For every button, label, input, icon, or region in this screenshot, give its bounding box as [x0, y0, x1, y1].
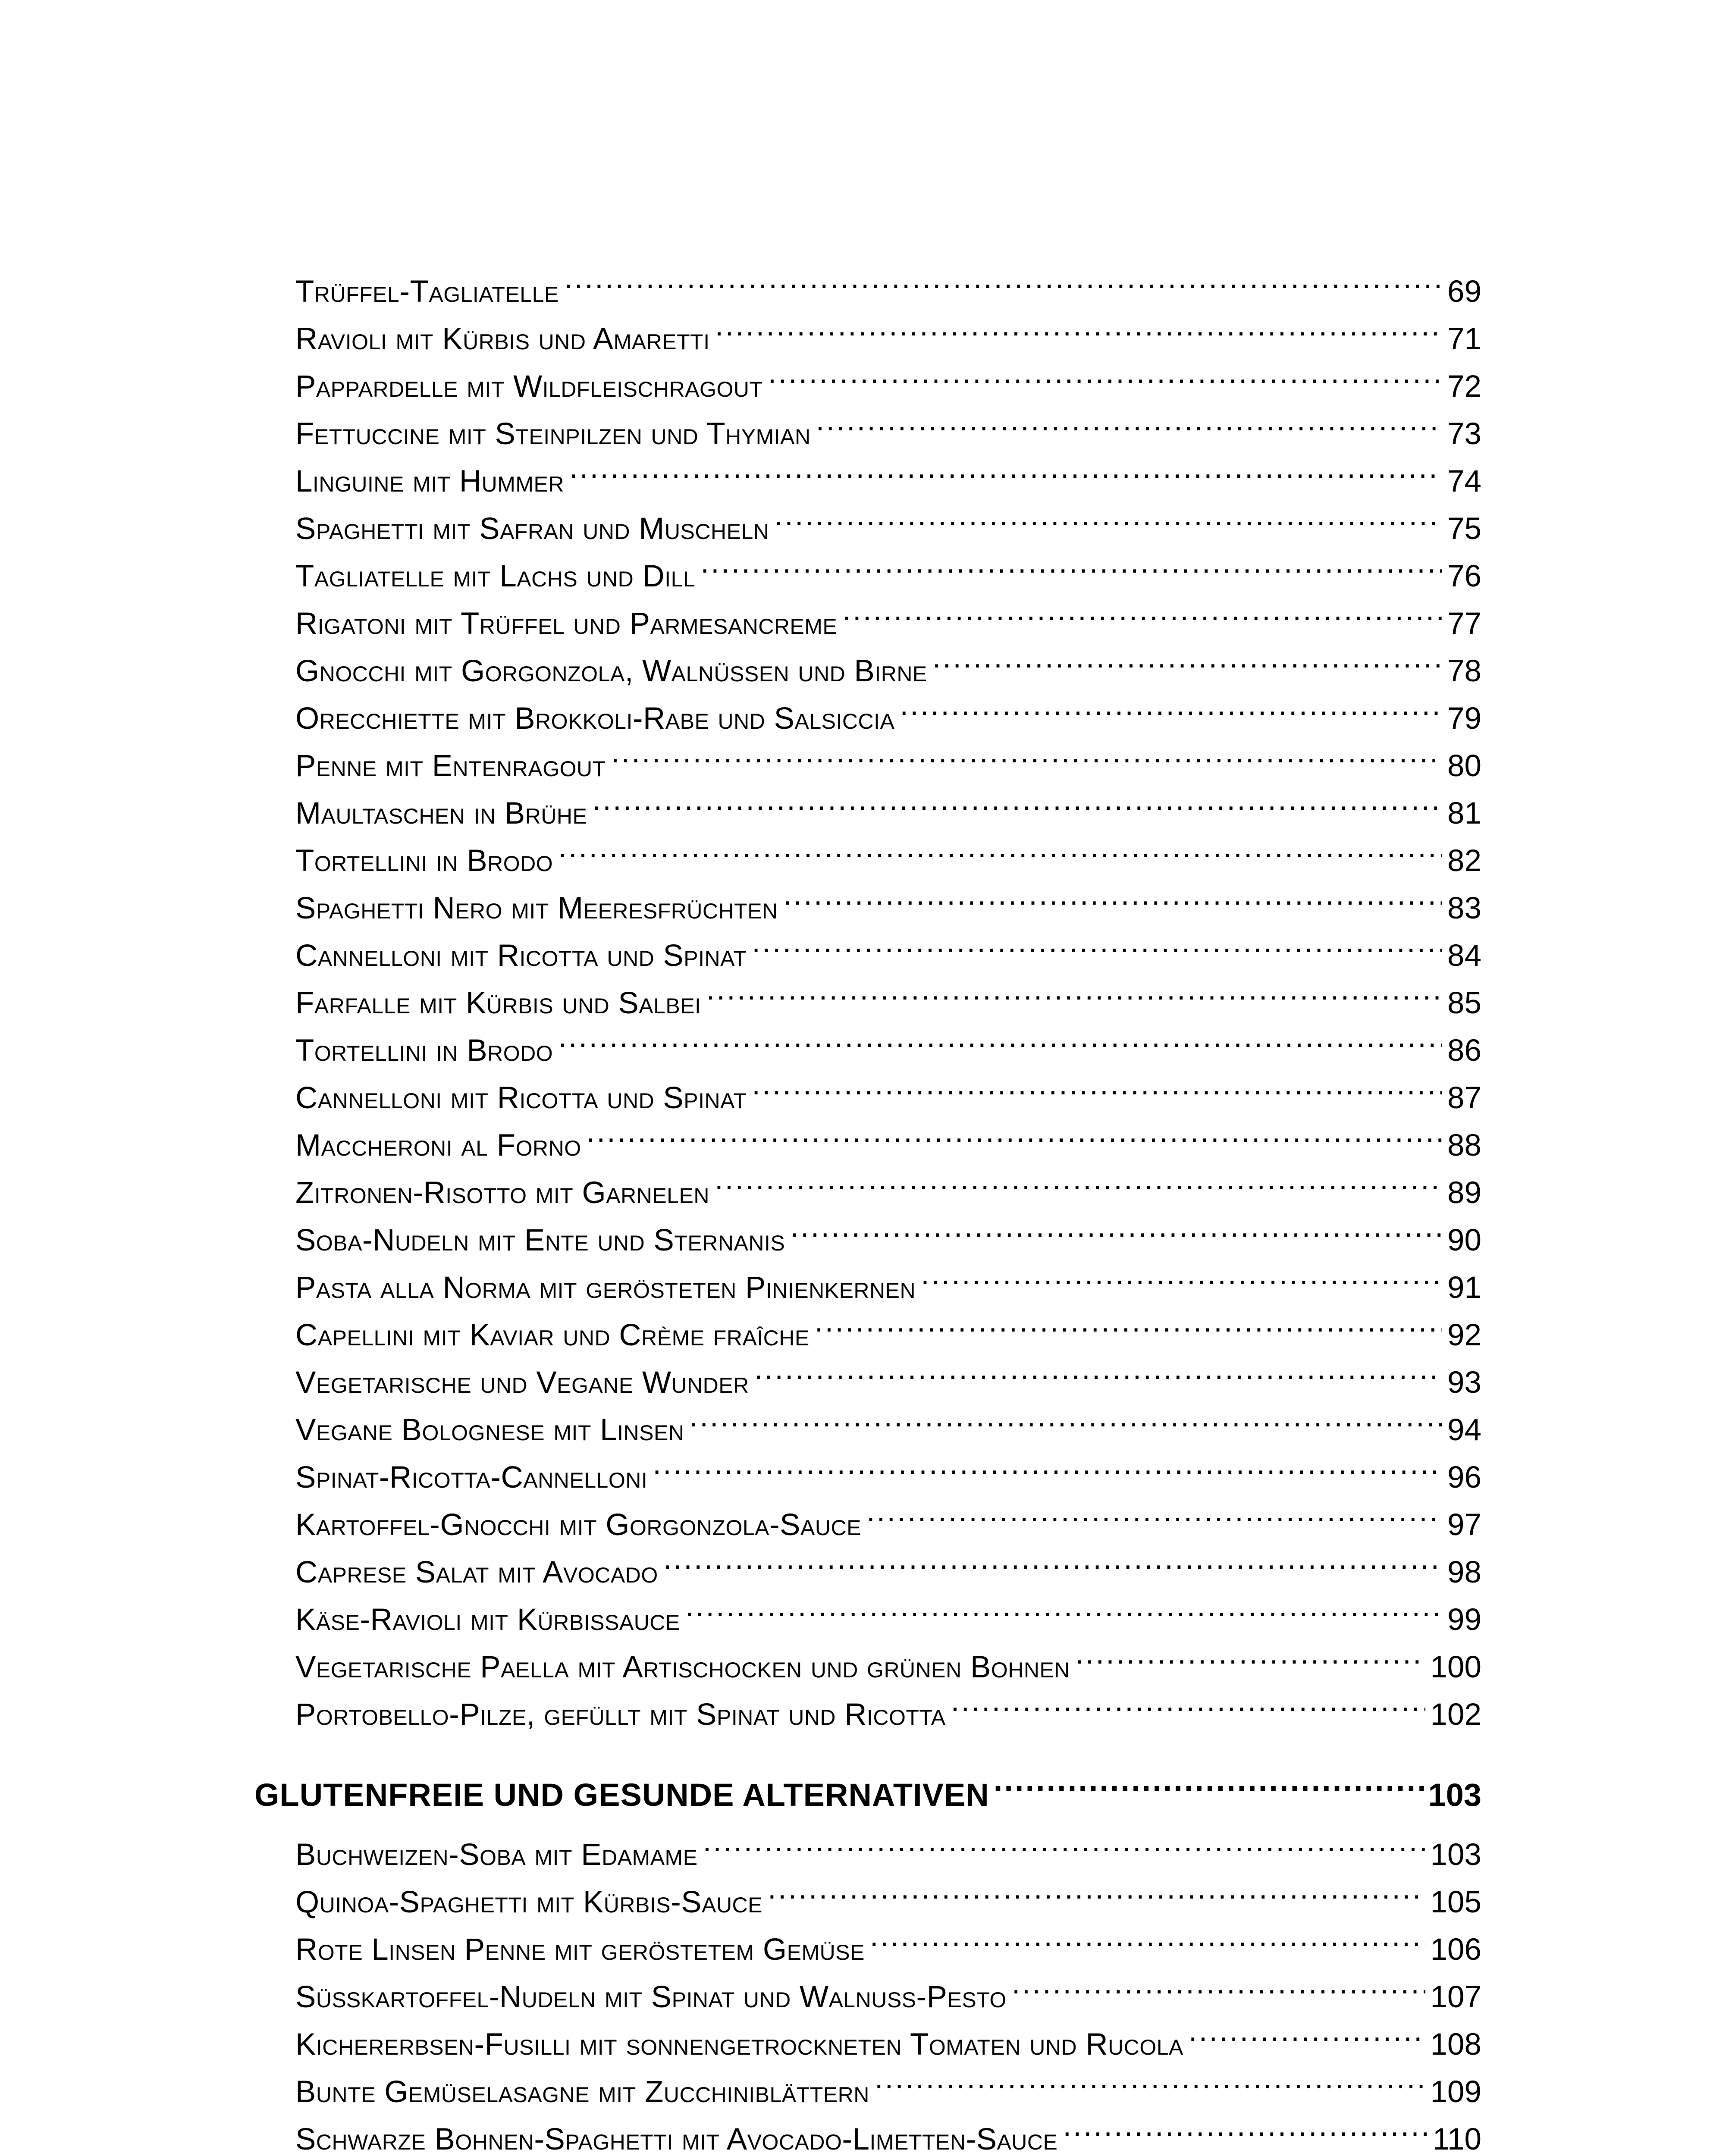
toc-entry-title: Süßkartoffel-Nudeln mit Spinat und Walnuss-Pesto: [295, 1980, 1007, 2014]
toc-entry-title: Pasta alla Norma mit gerösteten Pinienkernen: [295, 1271, 916, 1305]
toc-entry-title: Käse-Ravioli mit Kürbissauce: [295, 1603, 680, 1637]
toc-entry-page: 88: [1447, 1128, 1481, 1163]
toc-entry-page: 91: [1447, 1271, 1481, 1305]
toc-entry-title: Cannelloni mit Ricotta und Spinat: [295, 939, 747, 973]
toc-entry: [295, 1818, 1481, 1872]
toc-entry-title: Farfalle mit Kürbis und Salbei: [295, 986, 701, 1020]
dot-leader: [932, 634, 1442, 681]
toc-entry-title: Gnocchi mit Gorgonzola, Walnüssen und Birne: [295, 654, 927, 688]
toc-entry-page: 107: [1430, 1980, 1481, 2014]
toc-entry-title: Pappardelle mit Wildfleischragout: [295, 370, 763, 404]
toc-entry-title: Rote Linsen Penne mit geröstetem Gemüse: [295, 1933, 865, 1967]
toc-entry-title: Tagliatelle mit Lachs und Dill: [295, 559, 696, 593]
toc-entry-page: 72: [1447, 370, 1481, 404]
toc-entry-title: Vegetarische und Vegane Wunder: [295, 1366, 749, 1400]
toc-entry-title: Kartoffel-Gnocchi mit Gorgonzola-Sauce: [295, 1508, 861, 1542]
toc-entry-page: 103: [1430, 1838, 1481, 1872]
dot-leader: [611, 729, 1442, 776]
toc-entry-title: Tortellini in Brodo: [295, 844, 553, 878]
dot-leader: [866, 1488, 1442, 1535]
dot-leader: [700, 539, 1442, 586]
toc-entry-page: 74: [1447, 464, 1481, 498]
toc-entry-page: 96: [1447, 1460, 1481, 1495]
toc-entry-page: 78: [1447, 654, 1481, 688]
dot-leader: [875, 2055, 1425, 2102]
toc-entry-page: 94: [1447, 1413, 1481, 1447]
toc-entry: [295, 254, 1481, 309]
toc-entry-page: 84: [1447, 939, 1481, 973]
toc-entry-page: 110: [1432, 2122, 1481, 2156]
toc-entry-title: Fettuccine mit Steinpilzen und Thymian: [295, 417, 811, 451]
toc-entry-page: 81: [1447, 796, 1481, 830]
toc-entry-page: 93: [1447, 1366, 1481, 1400]
toc-entry-page: 75: [1447, 512, 1481, 546]
toc-entry-page: 73: [1447, 417, 1481, 451]
toc-entry-page: 106: [1430, 1933, 1481, 1967]
dot-leader: [1075, 1630, 1425, 1677]
dot-leader: [815, 1298, 1442, 1345]
toc-entry-page: 97: [1447, 1508, 1481, 1542]
toc-entry-page: 100: [1430, 1650, 1481, 1684]
toc-entry-title: Spaghetti Nero mit Meeresfrüchten: [295, 891, 778, 925]
toc-entry-title: Orecchiette mit Brokkoli-Rabe und Salsiccia: [295, 702, 895, 736]
section-heading: [254, 1754, 1481, 1813]
dot-leader: [569, 444, 1442, 492]
toc-entry-page: 98: [1447, 1555, 1481, 1589]
toc-entry-page: 109: [1430, 2075, 1481, 2109]
dot-leader: [653, 1440, 1442, 1488]
dot-leader: [951, 1677, 1425, 1725]
toc-entry-title: Kichererbsen-Fusilli mit sonnengetrockneten Tomaten und Rucola: [295, 2028, 1183, 2062]
dot-leader: [812, 2150, 1430, 2156]
toc-entry-page: 85: [1447, 986, 1481, 1020]
dot-leader: [587, 1108, 1442, 1156]
toc-entry-title: Zitronen-Risotto mit Garnelen: [295, 1176, 709, 1210]
section-heading-title: GLUTENFREIE UND GESUNDE ALTERNATIVEN: [254, 1777, 989, 1813]
dot-leader: [921, 1250, 1442, 1298]
toc-entry-page: 89: [1447, 1176, 1481, 1210]
toc-entry-title: Maultaschen in Brühe: [295, 796, 587, 830]
dot-leader: [752, 918, 1442, 966]
dot-leader: [706, 966, 1443, 1013]
toc-entry-title: Ravioli mit Kürbis und Amaretti: [295, 322, 710, 356]
toc-entry-page: 69: [1447, 275, 1481, 309]
dot-leader: [870, 1912, 1425, 1960]
toc-entry-page: 90: [1447, 1223, 1481, 1257]
section-heading-page: 103: [1428, 1777, 1481, 1813]
toc-entry-title: Cannelloni mit Ricotta und Spinat: [295, 1081, 747, 1115]
dot-leader: [715, 1156, 1442, 1203]
toc-entry-title: Penne mit Entenragout: [295, 749, 606, 783]
dot-leader: [790, 1203, 1442, 1250]
toc-entry-title: Portobello-Pilze, gefüllt mit Spinat und Ricotta: [295, 1698, 946, 1732]
dot-leader: [703, 1818, 1425, 1865]
toc-entry-page: 102: [1430, 1698, 1481, 1732]
dot-leader: [685, 1583, 1442, 1630]
table-of-contents-part-2: [295, 1818, 1481, 2156]
dot-leader: [752, 1061, 1442, 1108]
dot-leader: [774, 492, 1442, 539]
toc-entry-page: 76: [1447, 559, 1481, 593]
dot-leader: [754, 1345, 1442, 1393]
dot-leader: [592, 776, 1442, 824]
toc-entry-page: 83: [1447, 891, 1481, 925]
toc-entry-title: Trüffel-Tagliatelle: [295, 275, 559, 309]
toc-entry-title: Quinoa-Spaghetti mit Kürbis-Sauce: [295, 1885, 763, 1919]
toc-entry-page: 82: [1447, 844, 1481, 878]
toc-entry-title: Linguine mit Hummer: [295, 464, 565, 498]
dot-leader: [1063, 2102, 1427, 2150]
toc-entry-page: 71: [1447, 322, 1481, 356]
toc-entry-page: 99: [1447, 1603, 1481, 1637]
toc-entry-page: 77: [1447, 607, 1481, 641]
dot-leader: [768, 349, 1442, 397]
toc-entry-page: 87: [1447, 1081, 1481, 1115]
toc-entry-title: Spinat-Ricotta-Cannelloni: [295, 1460, 648, 1495]
dot-leader: [715, 302, 1442, 349]
table-of-contents-part-1: [295, 254, 1481, 1732]
toc-entry-page: 80: [1447, 749, 1481, 783]
toc-entry-title: Buchweizen-Soba mit Edamame: [295, 1838, 698, 1872]
dot-leader: [900, 681, 1442, 729]
toc-entry-title: Vegane Bolognese mit Linsen: [295, 1413, 684, 1447]
toc-entry-title: Spaghetti mit Safran und Muscheln: [295, 512, 769, 546]
dot-leader: [1012, 1960, 1425, 2007]
dot-leader: [689, 1393, 1442, 1440]
toc-entry-page: 92: [1447, 1318, 1481, 1352]
dot-leader: [783, 871, 1442, 918]
toc-entry-title: Schwarze Bohnen-Spaghetti mit Avocado-Limetten-Sauce: [295, 2122, 1058, 2156]
toc-entry-page: 105: [1430, 1885, 1481, 1919]
dot-leader: [816, 397, 1442, 444]
toc-entry-title: Bunte Gemüselasagne mit Zucchiniblättern: [295, 2075, 869, 2109]
toc-entry-page: 108: [1430, 2028, 1481, 2062]
toc-entry-page: 79: [1447, 702, 1481, 736]
toc-entry-title: Tortellini in Brodo: [295, 1034, 553, 1068]
dot-leader: [663, 1535, 1442, 1583]
dot-leader: [558, 1013, 1442, 1061]
toc-entry-title: Caprese Salat mit Avocado: [295, 1555, 658, 1589]
dot-leader: [564, 254, 1442, 302]
dot-leader: [994, 1754, 1424, 1806]
dot-leader: [768, 1865, 1425, 1912]
toc-entry-title: Rigatoni mit Trüffel und Parmesancreme: [295, 607, 838, 641]
dot-leader: [1189, 2007, 1425, 2055]
toc-entry-title: Maccheroni al Forno: [295, 1128, 581, 1163]
toc-entry-title: Vegetarische Paella mit Artischocken und grünen Bohnen: [295, 1650, 1070, 1684]
toc-entry-title: Capellini mit Kaviar und Crème fraîche: [295, 1318, 810, 1352]
toc-entry-title: Soba-Nudeln mit Ente und Sternanis: [295, 1223, 785, 1257]
dot-leader: [558, 824, 1442, 871]
toc-entry-page: 86: [1447, 1034, 1481, 1068]
dot-leader: [842, 586, 1442, 634]
